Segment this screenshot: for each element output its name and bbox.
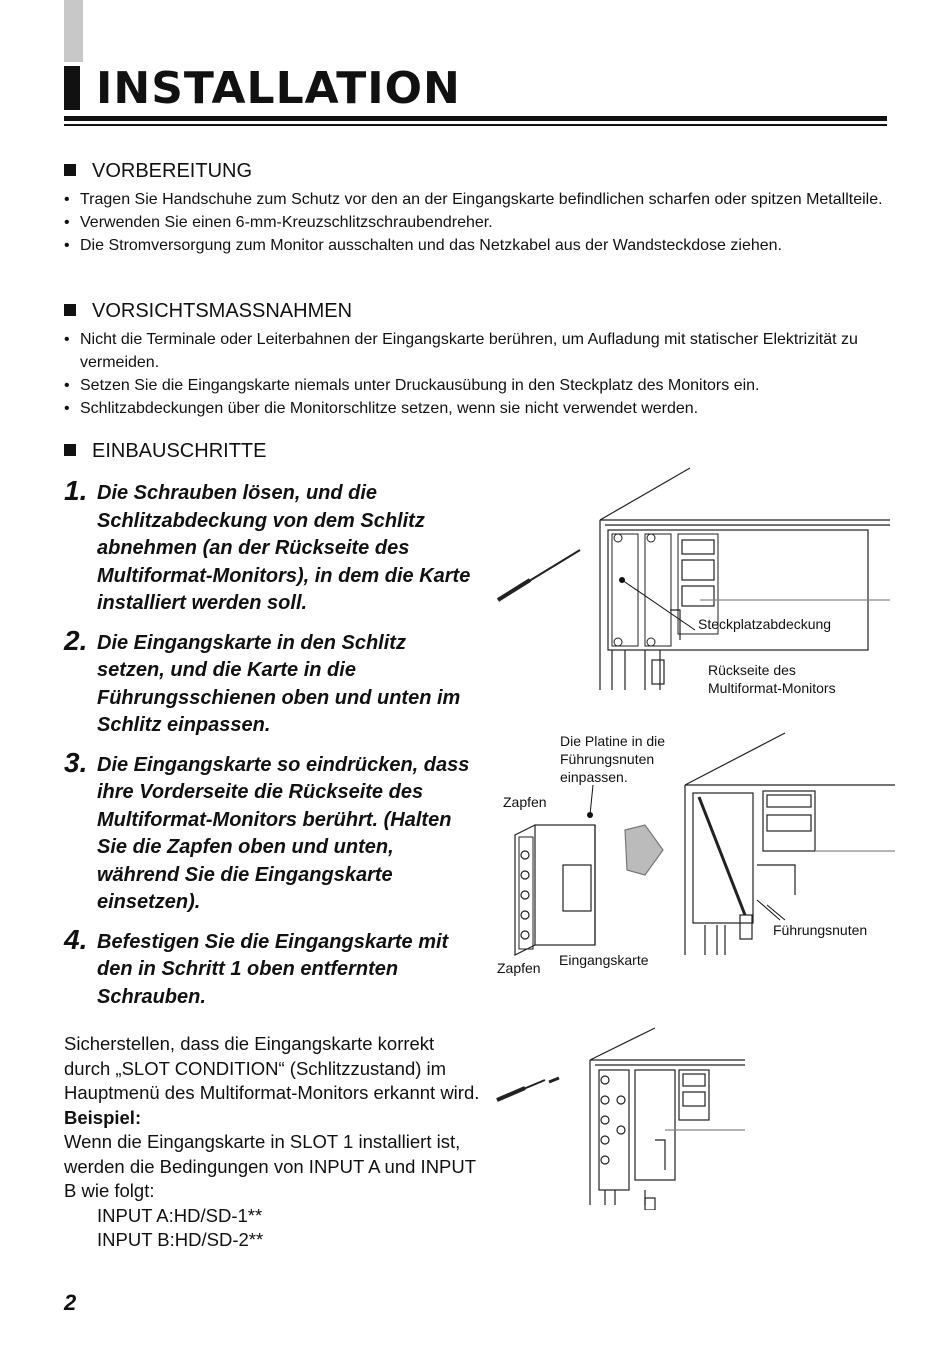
label-slot-cover: Steckplatzabdeckung	[698, 616, 832, 632]
example-label: Beispiel:	[64, 1106, 142, 1128]
label-monitor-back-1: Rückseite des	[708, 662, 796, 678]
label-platine-3: einpassen.	[560, 769, 628, 785]
page-number: 2	[64, 1290, 77, 1315]
section-heading: VORBEREITUNG	[64, 158, 887, 184]
intro-text: Sicherstellen, dass die Eingangskarte korrekt durch „SLOT CONDITION“ (Schlitzzustand) im Hauptmenü des Multiformat-Monitors erkannt wird.	[64, 1033, 480, 1103]
label-zapfen-bottom: Zapfen	[497, 960, 541, 976]
label-platine-2: Führungsnuten	[560, 751, 655, 767]
bullet-list	[64, 188, 887, 257]
input-b-value: INPUT B:HD/SD-2**	[97, 1229, 264, 1250]
list-item: • Setzen Sie die Eingangskarte niemals unter Druckausübung in den Steckplatz des Monitors ein.	[64, 374, 887, 397]
label-fuehrungsnuten: Führungsnuten	[773, 922, 868, 938]
installation-steps	[64, 475, 474, 1023]
section-heading: EINBAUSCHRITTE	[64, 438, 887, 464]
label-monitor-back-2: Multiformat-Monitors	[708, 680, 836, 696]
figure-fasten-card	[495, 1020, 875, 1210]
section-vorbereitung	[64, 158, 887, 257]
step-2: 2. Die Eingangskarte in den Schlitz setzen, und die Karte in die Führungsschienen oben und unten im Schlitz einpassen.	[64, 624, 461, 736]
step-3: 3. Die Eingangskarte so eindrücken, dass ihre Vorderseite die Rückseite des Multiformat-Monitors berührt. (Halten Sie die Zapfen oben und unten, während Sie die Eingangskarte einsetzen).	[64, 746, 470, 913]
label-platine-1: Die Platine in die	[560, 733, 666, 749]
square-bullet-icon	[64, 304, 76, 316]
header-gray-tab	[64, 0, 83, 62]
list-item: • Schlitzabdeckungen über die Monitorschlitze setzen, wenn sie nicht verwendet werden.	[64, 397, 887, 420]
page-title: INSTALLATION	[96, 63, 461, 114]
square-bullet-icon	[64, 164, 76, 176]
square-bullet-icon	[64, 444, 76, 456]
figure-remove-slot-cover	[490, 460, 890, 700]
section-heading: VORSICHTSMASSNAHMEN	[64, 298, 887, 324]
step-1: 1. Die Schrauben lösen, und die Schlitzabdeckung von dem Schlitz abnehmen (an der Rückseite des Multiformat-Monitors), in dem die Karte installiert werden soll.	[64, 475, 471, 614]
label-zapfen-top: Zapfen	[503, 794, 547, 810]
list-item: • Die Stromversorgung zum Monitor ausschalten und das Netzkabel aus der Wandsteckdose ziehen.	[64, 234, 887, 257]
bullet-list	[64, 328, 887, 420]
section-vorsichtsmassnahmen	[64, 298, 887, 420]
slot-condition-note	[64, 1032, 484, 1253]
input-a-value: INPUT A:HD/SD-1**	[97, 1204, 263, 1226]
list-item: • Verwenden Sie einen 6-mm-Kreuzschlitzschraubendreher.	[64, 211, 887, 234]
example-text: Wenn die Eingangskarte in SLOT 1 installiert ist, werden die Bedingungen von INPUT A und INPUT B wie folgt:	[64, 1131, 476, 1201]
list-item: • Nicht die Terminale oder Leiterbahnen der Eingangskarte berühren, um Aufladung mit statischer Elektrizität zu vermeiden.	[64, 328, 887, 374]
title-marker	[64, 66, 80, 110]
step-4: 4. Befestigen Sie die Eingangskarte mit den in Schritt 1 oben entfernten Schrauben.	[64, 923, 449, 1008]
label-eingangskarte: Eingangskarte	[559, 952, 649, 968]
list-item: • Tragen Sie Handschuhe zum Schutz vor den an der Eingangskarte befindlichen scharfen oder spitzen Metallteile.	[64, 188, 887, 211]
title-rule-thin	[64, 124, 887, 126]
title-rule-thick	[64, 116, 887, 121]
